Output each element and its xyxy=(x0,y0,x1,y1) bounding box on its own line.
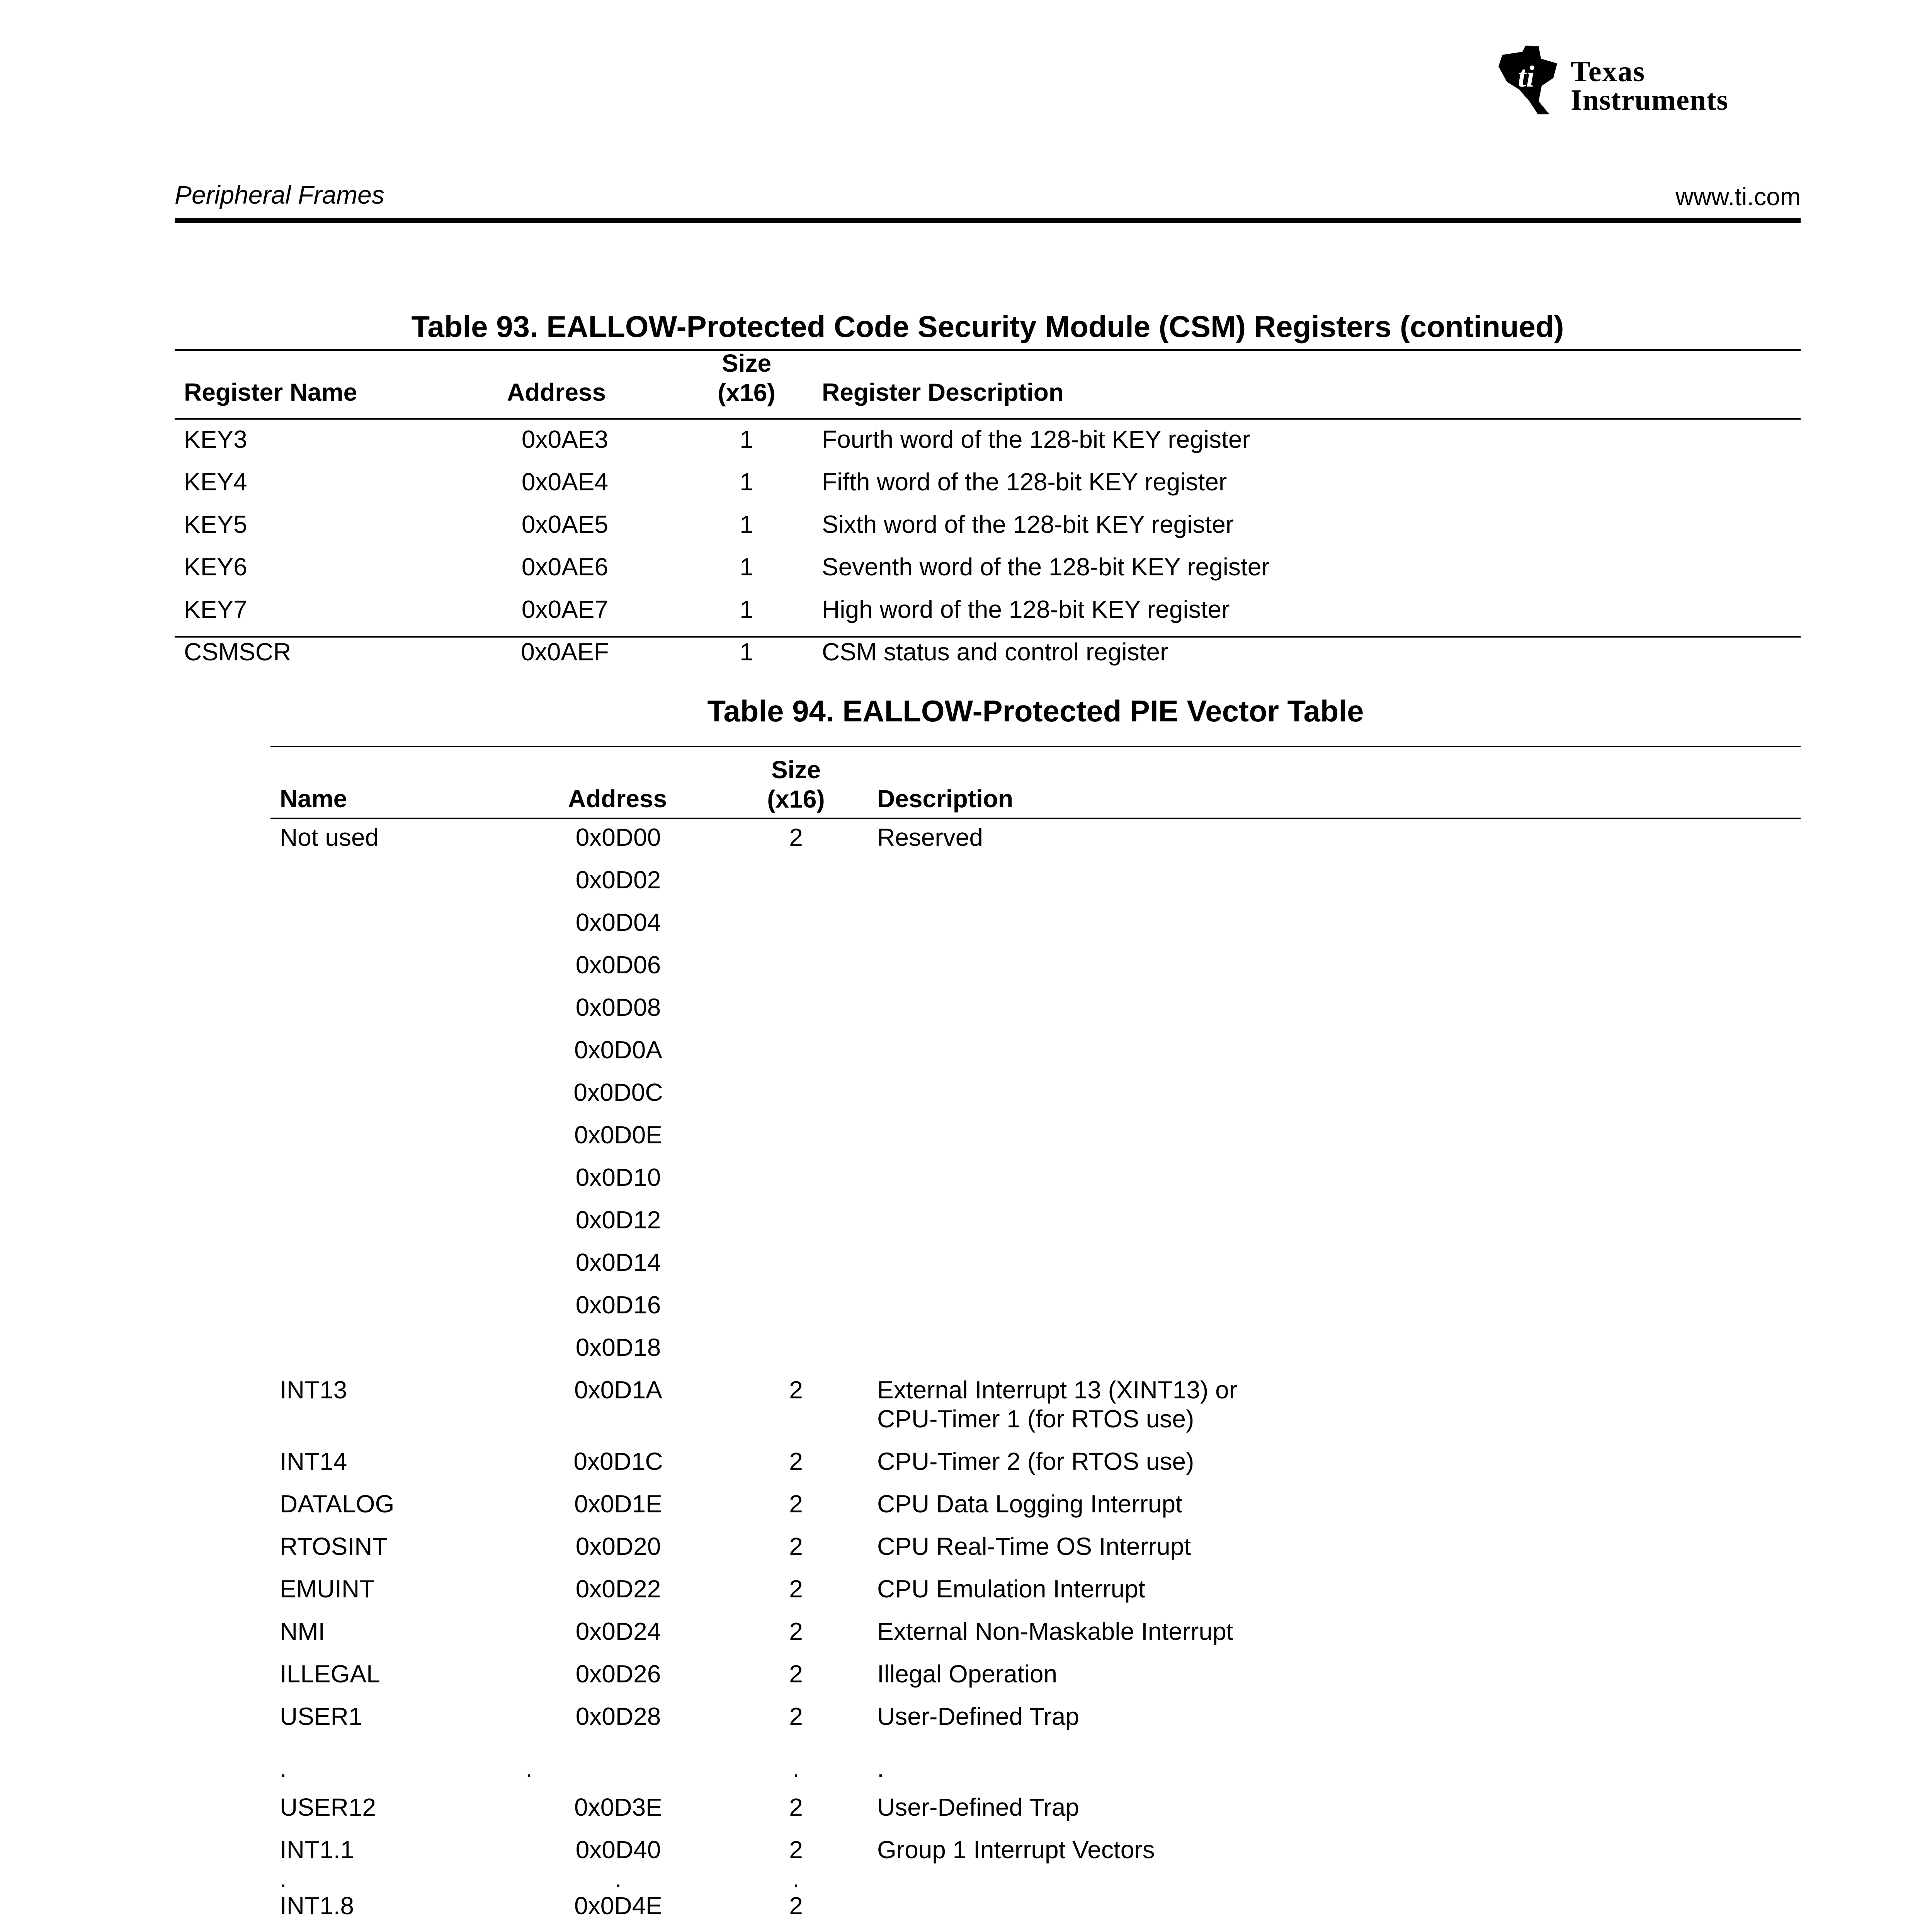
table-row xyxy=(270,1575,1801,1617)
address-cell: 0x0D18 xyxy=(575,1333,661,1361)
brand-name-line2: Instruments xyxy=(1571,84,1728,116)
address-cell: 0x0D0A xyxy=(574,1036,662,1064)
table-row xyxy=(270,1163,1801,1206)
name-cell: NMI xyxy=(280,1617,325,1645)
register-name-cell: CSMSCR xyxy=(184,638,291,666)
name-cell: INT1.1 xyxy=(280,1836,354,1864)
table-row xyxy=(270,866,1801,908)
description-cell: Illegal Operation xyxy=(877,1660,1058,1688)
table-row xyxy=(270,1891,1801,1932)
table-row xyxy=(270,823,1801,866)
address-cell: 0x0D0C xyxy=(573,1078,663,1106)
table-row xyxy=(270,1036,1801,1078)
table-row xyxy=(270,1291,1801,1333)
header-rule xyxy=(175,218,1801,223)
table-row xyxy=(175,638,1801,680)
description-cell-continued: CPU-Timer 1 (for RTOS use) xyxy=(877,1405,1194,1433)
register-description-cell: Fifth word of the 128-bit KEY register xyxy=(822,468,1227,496)
column-header-size xyxy=(700,349,793,407)
address-cell: 0x0D0E xyxy=(574,1121,662,1149)
column-header-size xyxy=(750,755,842,814)
register-description-cell: CSM status and control register xyxy=(822,638,1168,666)
table-row xyxy=(270,1333,1801,1376)
table-caption: Table 94. EALLOW-Protected PIE Vector Table xyxy=(707,694,1364,728)
column-header-address: Address xyxy=(507,378,606,406)
ti-bug-logo-icon xyxy=(1495,43,1565,117)
ellipsis: . xyxy=(793,1865,799,1893)
register-name-cell: KEY3 xyxy=(184,425,247,453)
table-row xyxy=(270,1447,1801,1490)
address-cell: 0x0D22 xyxy=(575,1575,661,1603)
name-cell: ILLEGAL xyxy=(280,1660,380,1688)
name-cell: EMUINT xyxy=(280,1575,375,1603)
description-cell: CPU Data Logging Interrupt xyxy=(877,1490,1182,1518)
address-cell: 0x0D10 xyxy=(575,1163,661,1191)
table-top-rule xyxy=(175,349,1801,351)
brand-logo xyxy=(1495,43,1801,121)
ellipsis: . xyxy=(280,1865,287,1893)
table-row xyxy=(175,595,1801,638)
ellipsis: . xyxy=(280,1755,287,1782)
address-cell: 0x0AEF xyxy=(521,638,609,666)
table-row xyxy=(270,1490,1801,1532)
table-row xyxy=(270,1793,1801,1835)
table-row xyxy=(175,553,1801,595)
table-top-rule xyxy=(270,746,1801,747)
description-cell: User-Defined Trap xyxy=(877,1702,1079,1730)
size-cell: 2 xyxy=(789,1702,803,1730)
name-cell: INT14 xyxy=(280,1447,347,1475)
ellipsis: . xyxy=(526,1755,532,1782)
address-cell: 0x0AE5 xyxy=(521,510,609,538)
size-cell: 2 xyxy=(789,1575,803,1603)
description-cell: User-Defined Trap xyxy=(877,1793,1079,1821)
address-cell: 0x0D12 xyxy=(575,1206,661,1234)
size-cell: 1 xyxy=(740,553,753,581)
website-link[interactable]: www.ti.com xyxy=(1675,183,1801,211)
svg-text:ti: ti xyxy=(1518,60,1535,93)
name-cell: DATALOG xyxy=(280,1490,395,1518)
ellipsis: . xyxy=(793,1755,799,1782)
description-cell: CPU-Timer 2 (for RTOS use) xyxy=(877,1447,1194,1475)
table-row xyxy=(270,1078,1801,1121)
table-row xyxy=(270,1376,1801,1433)
size-cell: 2 xyxy=(789,1617,803,1645)
table-row xyxy=(270,993,1801,1036)
address-cell: 0x0D02 xyxy=(575,866,661,894)
table-row xyxy=(270,1532,1801,1575)
size-cell: 2 xyxy=(789,1490,803,1518)
size-cell: 2 xyxy=(789,1660,803,1688)
description-cell: CPU Real-Time OS Interrupt xyxy=(877,1532,1191,1560)
register-description-cell: High word of the 128-bit KEY register xyxy=(822,595,1230,623)
table-row xyxy=(175,510,1801,553)
address-cell: 0x0D26 xyxy=(575,1660,661,1688)
address-cell: 0x0D24 xyxy=(575,1617,661,1645)
column-header-description: Description xyxy=(877,785,1014,813)
ellipsis: . xyxy=(615,1865,622,1893)
description-cell: External Interrupt 13 (XINT13) or xyxy=(877,1376,1237,1404)
size-cell: 1 xyxy=(740,510,753,538)
size-cell: 2 xyxy=(789,1892,803,1920)
description-cell: Group 1 Interrupt Vectors xyxy=(877,1836,1155,1864)
description-cell: External Non-Maskable Interrupt xyxy=(877,1617,1233,1645)
size-cell: 2 xyxy=(789,1532,803,1560)
ellipsis-row xyxy=(270,1864,1801,1895)
address-cell: 0x0D14 xyxy=(575,1248,661,1276)
ellipsis-row xyxy=(270,1754,1801,1785)
name-cell: USER12 xyxy=(280,1793,376,1821)
address-cell: 0x0D1E xyxy=(574,1490,662,1518)
brand-name-line1: Texas xyxy=(1571,55,1646,88)
table-row xyxy=(270,1121,1801,1163)
register-description-cell: Seventh word of the 128-bit KEY register xyxy=(822,553,1270,581)
table-header-rule xyxy=(270,818,1801,819)
table-caption: Table 93. EALLOW-Protected Code Security Module (CSM) Registers (continued) xyxy=(411,310,1564,344)
table-row xyxy=(270,1206,1801,1248)
table-row xyxy=(270,908,1801,951)
ellipsis: . xyxy=(877,1755,884,1782)
address-cell: 0x0D06 xyxy=(575,951,661,979)
address-cell: 0x0D28 xyxy=(575,1702,661,1730)
description-cell: Reserved xyxy=(877,823,983,851)
column-header-size-unit: (x16) xyxy=(767,785,825,813)
address-cell: 0x0D16 xyxy=(575,1291,661,1319)
column-header-address: Address xyxy=(568,785,667,813)
address-cell: 0x0D40 xyxy=(575,1836,661,1864)
size-cell: 2 xyxy=(789,1376,803,1404)
address-cell: 0x0AE4 xyxy=(521,468,609,496)
size-cell: 1 xyxy=(740,638,753,666)
register-name-cell: KEY4 xyxy=(184,468,247,496)
address-cell: 0x0D20 xyxy=(575,1532,661,1560)
register-description-cell: Sixth word of the 128-bit KEY register xyxy=(822,510,1234,538)
size-cell: 1 xyxy=(740,425,753,453)
column-header-size-unit: (x16) xyxy=(718,379,776,406)
column-header-size-label: Size xyxy=(771,756,821,784)
table-bottom-rule xyxy=(175,636,1801,638)
register-name-cell: KEY6 xyxy=(184,553,247,581)
size-cell: 2 xyxy=(789,1836,803,1864)
address-cell: 0x0D1A xyxy=(574,1376,662,1404)
section-title: Peripheral Frames xyxy=(175,180,384,209)
table-row xyxy=(175,425,1801,468)
table-row xyxy=(270,1702,1801,1745)
name-cell: Not used xyxy=(280,823,379,851)
register-name-cell: KEY7 xyxy=(184,595,247,623)
table-row xyxy=(175,468,1801,510)
name-cell: RTOSINT xyxy=(280,1532,388,1560)
address-cell: 0x0D1C xyxy=(573,1447,663,1475)
name-cell: INT1.8 xyxy=(280,1892,354,1920)
table-header-rule xyxy=(175,418,1801,420)
register-description-cell: Fourth word of the 128-bit KEY register xyxy=(822,425,1250,453)
table-row xyxy=(270,1660,1801,1702)
size-cell: 1 xyxy=(740,595,753,623)
description-cell: CPU Emulation Interrupt xyxy=(877,1575,1145,1603)
address-cell: 0x0AE7 xyxy=(521,595,609,623)
table-row xyxy=(270,1248,1801,1291)
address-cell: 0x0AE3 xyxy=(521,425,609,453)
register-name-cell: KEY5 xyxy=(184,510,247,538)
table-row xyxy=(270,1617,1801,1660)
address-cell: 0x0D04 xyxy=(575,908,661,936)
address-cell: 0x0D4E xyxy=(574,1892,662,1920)
size-cell: 1 xyxy=(740,468,753,496)
size-cell: 2 xyxy=(789,823,803,851)
table-row xyxy=(270,951,1801,993)
size-cell: 2 xyxy=(789,1447,803,1475)
size-cell: 2 xyxy=(789,1793,803,1821)
column-header-register-name: Register Name xyxy=(184,378,357,406)
address-cell: 0x0D3E xyxy=(574,1793,662,1821)
address-cell: 0x0D08 xyxy=(575,993,661,1021)
table-pie-vector xyxy=(270,694,1801,1932)
address-cell: 0x0D00 xyxy=(575,823,661,851)
name-cell: INT13 xyxy=(280,1376,347,1404)
column-header-size-label: Size xyxy=(721,349,772,377)
address-cell: 0x0AE6 xyxy=(521,553,609,581)
name-cell: USER1 xyxy=(280,1702,362,1730)
column-header-name: Name xyxy=(280,785,347,813)
table-csm-registers xyxy=(175,309,1801,666)
column-header-register-description: Register Description xyxy=(822,378,1064,406)
